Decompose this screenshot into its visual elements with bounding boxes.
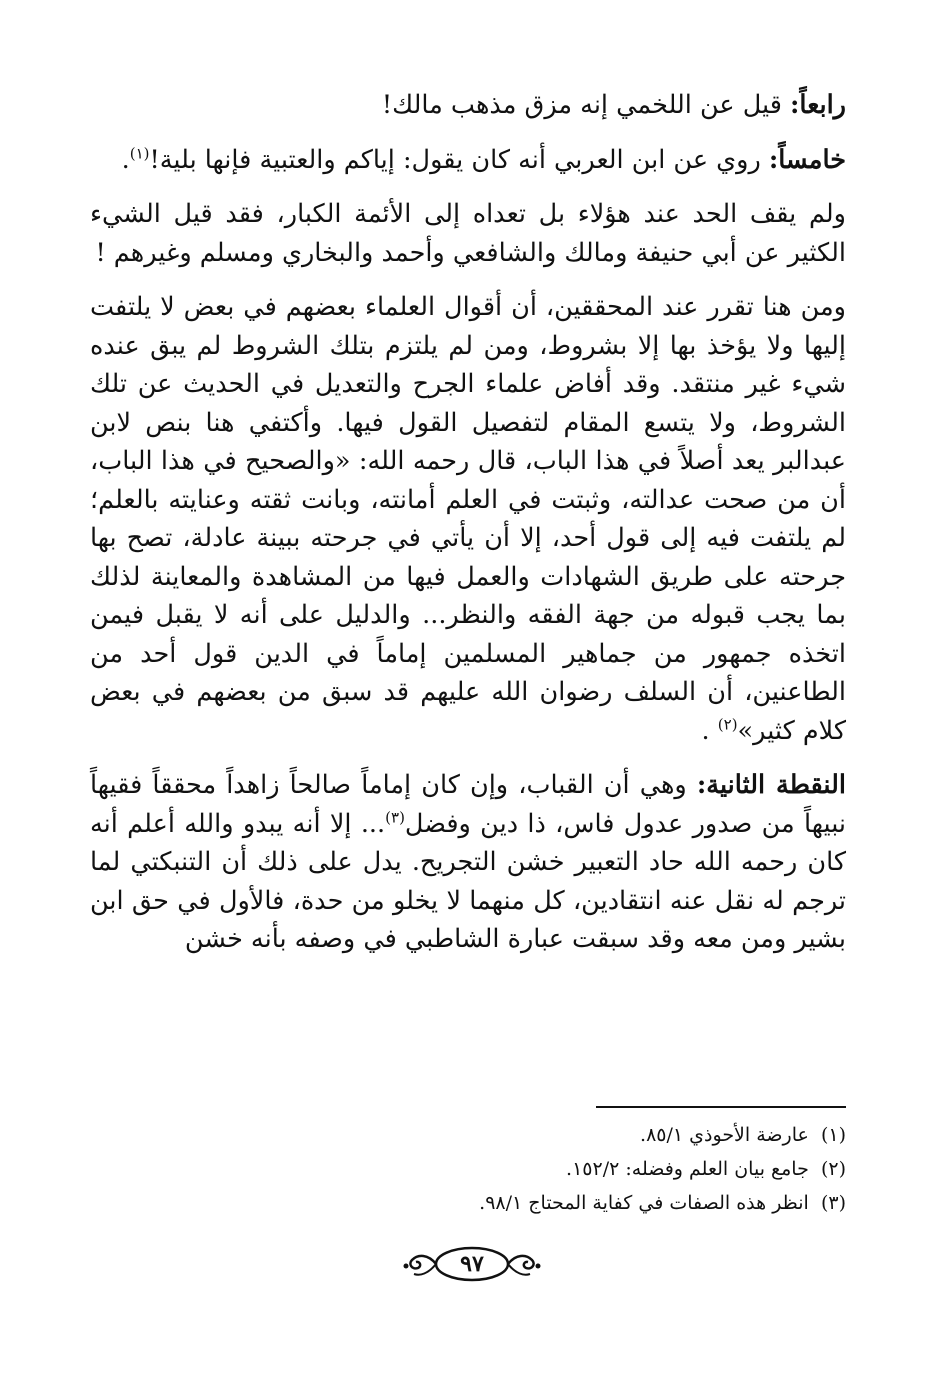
footnote-text: انظر هذه الصفات في كفاية المحتاج ٩٨/١. <box>479 1192 809 1214</box>
page-number-ornament <box>398 1244 546 1284</box>
footnote-item <box>90 1186 846 1220</box>
footnote-ref: (٢) <box>717 715 738 733</box>
paragraph-text: روي عن ابن العربي أنه كان يقول: إياكم والعتبية فإنها بلية! <box>149 144 769 175</box>
footnote-number: (٣) <box>820 1192 846 1214</box>
paragraph-text: ومن هنا تقرر عند المحققين، أن أقوال العلماء بعضهم في بعض لا يلتفت إليها ولا يؤخذ بها إلا بشروط، ومن لم يلتزم بتلك الشروط لم يبق عنده شيء غير منتقد. وقد أفاض علماء الجرح والتعديل في الحديث عن تلك الشروط، ولا يتسع المقام لتفصيل القول فيها. وأكتفي هنا بنص لابن عبدالبر يعد أصلاً في هذا الباب، قال رحمه الله: «والصحيح في هذا الباب، أن من صحت عدالته، وثبتت في العلم أمانته، وبانت ثقته وعنايته بالعلم؛ لم يلتفت فيه إلى قول أحد، إلا أن يأتي في جرحته ببينة عادلة، تصح بها جرحته على طريق الشهادات والعمل فيها من المشاهدة والمعاينة لذلك بما يجب قبوله من جهة الفقه والنظر... والدليل على أنه لا يقبل فيمن اتخذه جمهور من جماهير المسلمين إماماً في الدين قول أحد من الطاعنين، أن السلف رضوان الله عليهم قد سبق من بعضهم في بعض كلام كثير» <box>90 292 846 746</box>
paragraph-fourth <box>90 86 846 125</box>
paragraph-text: وهي أن القباب، وإن كان إماماً صالحاً زاهداً محققاً فقيهاً نبيهاً من صدور عدول فاس، ذا دين وفضل <box>90 770 846 839</box>
paragraph-conditions <box>90 288 846 750</box>
footnote-ref: (١) <box>129 144 150 162</box>
lead-word: رابعاً: <box>790 90 846 120</box>
paragraph-end: . <box>121 144 130 175</box>
footnote-number: (٢) <box>820 1158 846 1180</box>
paragraph-end: . <box>701 715 718 746</box>
paragraph-fifth <box>90 141 846 180</box>
paragraph-text: قيل عن اللخمي إنه مزق مذهب مالك! <box>381 90 791 120</box>
footnote-text: جامع بيان العلم وفضله: ١٥٢/٢. <box>566 1158 809 1180</box>
lead-word: النقطة الثانية: <box>696 770 846 800</box>
page-number: ٩٧ <box>460 1251 484 1277</box>
paragraph-second-point <box>90 766 846 959</box>
footnote-number: (١) <box>820 1124 846 1146</box>
body-text <box>90 86 846 959</box>
paragraph-imams <box>90 195 846 272</box>
paragraph-text-continued: ... إلا أنه يبدو والله أعلم أنه كان رحمه الله حاد التعبير خشن التجريح. يدل على ذلك أن التنبكتي لما ترجم له نقل عنه انتقادين، كل منهما لا يخلو من حدة، فالأول في حق ابن بشير ومن معه وقد سبقت عبارة الشاطبي في وصفه بأنه خشن <box>90 808 846 954</box>
footnote-item <box>90 1118 846 1152</box>
footnote-ref: (٣) <box>385 808 405 826</box>
footnotes <box>90 1106 846 1220</box>
paragraph-text: ولم يقف الحد عند هؤلاء بل تعداه إلى الأئمة الكبار، فقد قيل الشيء الكثير عن أبي حنيفة ومالك والشافعي وأحمد والبخاري ومسلم وغيرهم ! <box>90 199 846 268</box>
footnote-text: عارضة الأحوذي ٨٥/١. <box>640 1124 809 1146</box>
footnote-divider <box>596 1106 846 1108</box>
footnote-item <box>90 1152 846 1186</box>
lead-word: خامساً: <box>768 144 846 175</box>
